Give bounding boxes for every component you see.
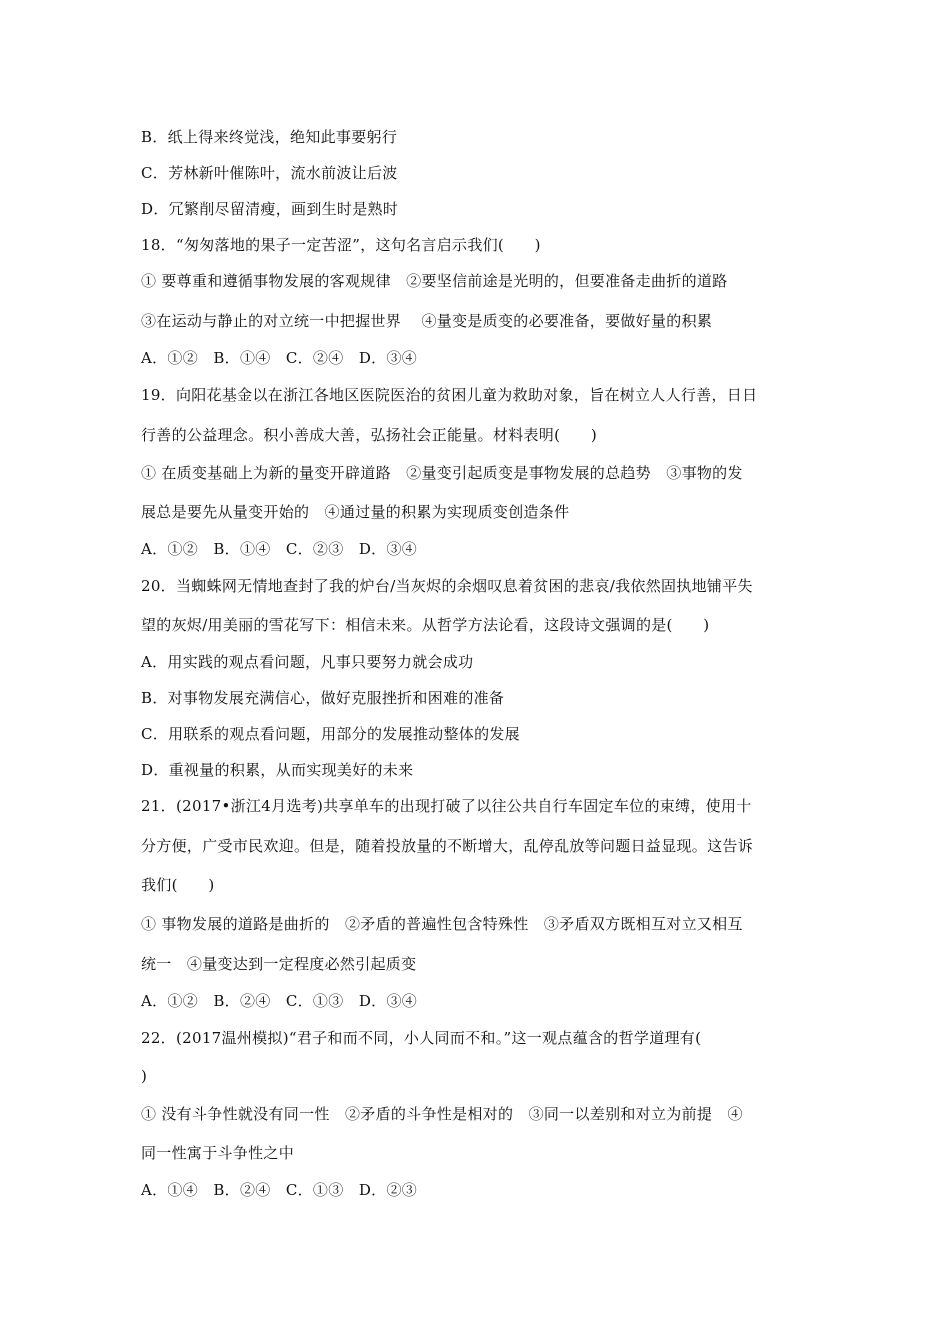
q19-statement-line: 展总是要先从量变开始的 ④通过量的积累为实现质变创造条件: [141, 503, 570, 521]
q19-stem-line: 行善的公益理念。积小善成大善，弘扬社会正能量。材料表明( ): [141, 426, 598, 444]
q21-stem-line: 21．(2017•浙江4月选考)共享单车的出现打破了以往公共自行车固定车位的束缚，使用十: [141, 797, 752, 815]
q21-stem-line: 分方便，广受市民欢迎。但是，随着投放量的不断增大，乱停乱放等问题日益显现。这告诉: [141, 837, 754, 855]
q19-choices: A．①② B．①④ C．②③ D．③④: [141, 540, 418, 558]
q19-stem-line: 19．向阳花基金以在浙江各地区医院医治的贫困儿童为救助对象，旨在树立人人行善，日日: [141, 386, 758, 404]
q21-stem-line: 我们( ): [141, 876, 215, 894]
q20-stem-line: 20．当蜘蛛网无情地查封了我的炉台/当灰烬的余烟叹息着贫困的悲哀/我依然固执地铺平失: [141, 577, 753, 595]
q22-statement-line: ① 没有斗争性就没有同一性 ②矛盾的斗争性是相对的 ③同一以差别和对立为前提 ④: [141, 1105, 743, 1123]
q20-option-d: D．重视量的积累，从而实现美好的未来: [141, 761, 414, 779]
q17-option-c: C．芳林新叶催陈叶，流水前波让后波: [141, 164, 398, 182]
q19-statement-line: ① 在质变基础上为新的量变开辟道路 ②量变引起质变是事物发展的总趋势 ③事物的发: [141, 464, 743, 482]
q21-statement-line: ① 事物发展的道路是曲折的 ②矛盾的普遍性包含特殊性 ③矛盾双方既相互对立又相互: [141, 915, 743, 933]
q18-statement-line: ③在运动与静止的对立统一中把握世界 ④量变是质变的必要准备，要做好量的积累: [141, 312, 713, 330]
q21-statement-line: 统一 ④量变达到一定程度必然引起质变: [141, 955, 417, 973]
q22-stem-line: ): [141, 1067, 148, 1085]
q20-option-b: B．对事物发展充满信心，做好克服挫折和困难的准备: [141, 689, 505, 707]
q20-option-a: A．用实践的观点看问题，凡事只要努力就会成功: [141, 653, 474, 671]
q18-statement-line: ① 要尊重和遵循事物发展的客观规律 ②要坚信前途是光明的，但要准备走曲折的道路: [141, 272, 728, 290]
q22-choices: A．①④ B．②④ C．①③ D．②③: [141, 1181, 418, 1199]
q21-choices: A．①② B．②④ C．①③ D．③④: [141, 992, 418, 1010]
q22-stem-line: 22．(2017温州模拟)“君子和而不同，小人同而不和。”这一观点蕴含的哲学道理有(: [141, 1029, 702, 1047]
q22-statement-line: 同一性寓于斗争性之中: [141, 1144, 295, 1162]
q20-stem-line: 望的灰烬/用美丽的雪花写下：相信未来。从哲学方法论看，这段诗文强调的是( ): [141, 616, 710, 634]
q18-stem: 18．“匆匆落地的果子一定苦涩”，这句名言启示我们( ): [141, 236, 541, 254]
q17-option-d: D．冗繁削尽留清瘦，画到生时是熟时: [141, 200, 399, 218]
q20-option-c: C．用联系的观点看问题，用部分的发展推动整体的发展: [141, 725, 520, 743]
q17-option-b: B．纸上得来终觉浅，绝知此事要躬行: [141, 128, 398, 146]
q18-choices: A．①② B．①④ C．②④ D．③④: [141, 349, 418, 367]
